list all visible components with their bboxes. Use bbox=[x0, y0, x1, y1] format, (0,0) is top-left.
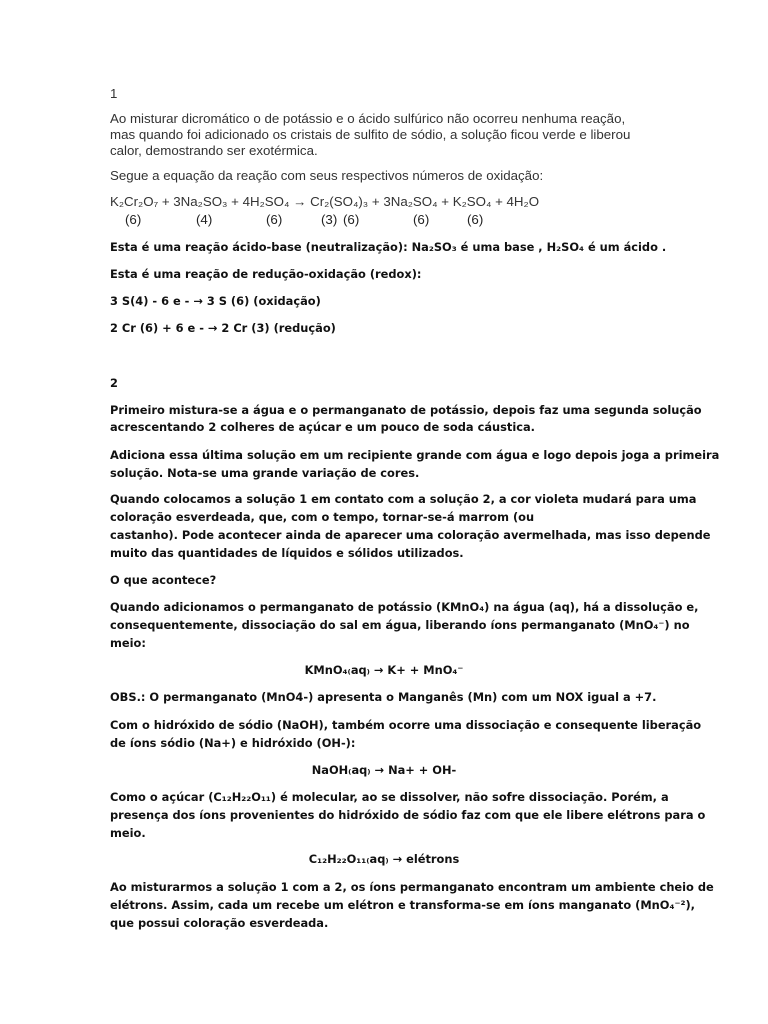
chemical-equation: KMnO₄₍aq₎ → K+ + MnO₄⁻ bbox=[304, 663, 464, 677]
oxidation-number: (6) bbox=[343, 212, 360, 227]
obs-note: OBS.: O permanganato (MnO4-) apresenta o Manganês (Mn) com um NOX igual a +7. bbox=[110, 690, 657, 704]
paragraph-line: meio: bbox=[110, 636, 146, 650]
paragraph-line: Ao misturarmos a solução 1 com a 2, os íons permanganato encontram um ambiente cheio de bbox=[110, 880, 714, 894]
paragraph-line: Quando colocamos a solução 1 em contato com a solução 2, a cor violeta mudará para uma bbox=[110, 492, 697, 506]
oxidation-number: (6) bbox=[266, 212, 283, 227]
paragraph-line: castanho). Pode acontecer ainda de aparecer uma coloração avermelhada, mas isso depende bbox=[110, 528, 711, 542]
paragraph-line: Primeiro mistura-se a água e o permanganato de potássio, depois faz uma segunda solução bbox=[110, 403, 702, 417]
paragraph-line: Com o hidróxido de sódio (NaOH), também ocorre uma dissociação e consequente liberação bbox=[110, 718, 702, 732]
paragraph-line: coloração esverdeada, que, com o tempo, tornar-se-á marrom (ou bbox=[110, 510, 535, 524]
oxidation-number: (3) bbox=[321, 212, 338, 227]
equation-intro: Segue a equação da reação com seus respectivos números de oxidação: bbox=[110, 168, 544, 183]
oxidation-number: (4) bbox=[196, 212, 213, 227]
paragraph-line: presença dos íons provenientes do hidróxido de sódio faz com que ele libere elétrons para o bbox=[110, 808, 706, 822]
paragraph-line: meio. bbox=[110, 826, 146, 840]
paragraph-line: muito das quantidades de líquidos e sólidos utilizados. bbox=[110, 546, 464, 560]
chemical-equation: NaOH₍aq₎ → Na+ + OH- bbox=[311, 763, 457, 777]
paragraph-line: consequentemente, dissociação do sal em água, liberando íons permanganato (MnO₄⁻) no bbox=[110, 618, 690, 632]
paragraph-line: Como o açúcar (C₁₂H₂₂O₁₁) é molecular, ao se dissolver, não sofre dissociação. Porém, a bbox=[110, 790, 669, 804]
paragraph-line: solução. Nota-se uma grande variação de cores. bbox=[110, 466, 420, 480]
paragraph-line: mas quando foi adicionado os cristais de sulfito de sódio, a solução ficou verde e liberou bbox=[110, 127, 631, 142]
paragraph-line: elétrons. Assim, cada um recebe um elétron e transforma-se em íons manganato (MnO₄⁻²), bbox=[110, 898, 695, 912]
oxidation-number: (6) bbox=[467, 212, 484, 227]
paragraph-line: Adiciona essa última solução em um recipiente grande com água e logo depois joga a primeira bbox=[110, 448, 720, 462]
oxidation-number: (6) bbox=[413, 212, 430, 227]
reduction-half-reaction: 2 Cr (6) + 6 e - → 2 Cr (3) (redução) bbox=[110, 321, 336, 335]
section-number: 2 bbox=[110, 376, 118, 390]
paragraph-line: Ao misturar dicromático o de potássio e o ácido sulfúrico não ocorreu nenhuma reação, bbox=[110, 111, 626, 126]
paragraph-line: Quando adicionamos o permanganato de potássio (KMnO₄) na água (aq), há a dissolução e, bbox=[110, 600, 699, 614]
redox-statement: Esta é uma reação de redução-oxidação (redox): bbox=[110, 267, 422, 281]
acid-base-statement: Esta é uma reação ácido-base (neutralização): Na₂SO₃ é uma base , H₂SO₄ é um ácido . bbox=[110, 240, 667, 254]
oxidation-half-reaction: 3 S(4) - 6 e - → 3 S (6) (oxidação) bbox=[110, 294, 321, 308]
paragraph-line: que possui coloração esverdeada. bbox=[110, 916, 329, 930]
question-heading: O que acontece? bbox=[110, 573, 217, 587]
oxidation-number: (6) bbox=[125, 212, 142, 227]
chemical-equation: K₂Cr₂O₇ + 3Na₂SO₃ + 4H₂SO₄ → Cr₂(SO₄)₃ + 3Na₂SO₄ + K₂SO₄ + 4H₂O bbox=[110, 194, 540, 209]
paragraph-line: calor, demostrando ser exotérmica. bbox=[110, 143, 318, 158]
chemical-equation: C₁₂H₂₂O₁₁₍aq₎ → elétrons bbox=[308, 852, 460, 866]
paragraph-line: acrescentando 2 colheres de açúcar e um pouco de soda cáustica. bbox=[110, 420, 536, 434]
paragraph-line: de íons sódio (Na+) e hidróxido (OH-): bbox=[110, 736, 356, 750]
section-number: 1 bbox=[110, 86, 118, 101]
